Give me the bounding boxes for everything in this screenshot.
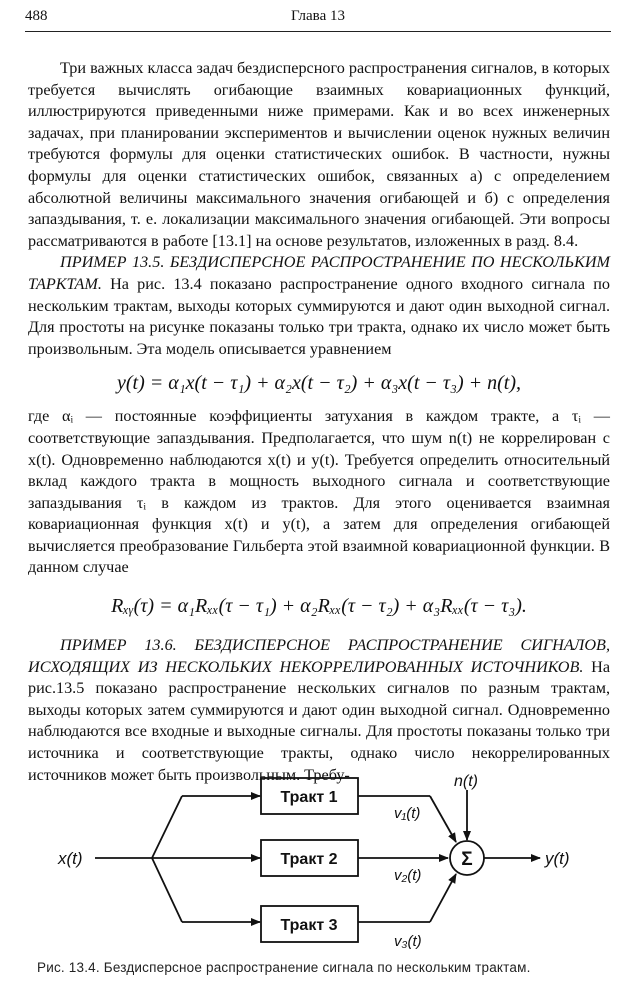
equation-cross-covariance: Rₓᵧ(τ) = α₁Rₓₓ(τ − τ₁) + α₂Rₓₓ(τ − τ₂) + α₃Rₓₓ(τ − τ₃).: [111, 595, 527, 618]
example-13-6-body: На рис.13.5 показано распространение нескольких сигналов по разным трактам, выходы которых затем суммируются и дают один выходной сигнал. Одновременно наблюдаются все входные и выходные сигналы. Для простоты показаны только три источника и соответствующие тракты, однако число некоррелированных источников может быть произвольным. Требу-: [28, 657, 611, 784]
figure-13-4-diagram: [40, 772, 600, 962]
paragraph-intro: Три важных класса задач бездисперсного распространения сигналов, в которых требуется вычислять огибающие взаимных ковариационных функций, иллюстрируются приведенными ниже примерами. Как и во всех инженерных задачах, при планировании экспериментов и вычислении оценок нужных величин требуются формулы для оценки статистических ошибок. В частности, нужны формулы для оценки статистических ошибок, связанных а) с определением абсолютной величины максимального значения огибающей и б) с определения запаздывания, т. е. локализации максимального значения огибающей. Эти вопросы рассматриваются в работе [13.1] на основе результатов, изложенных в разд. 8.4.: [28, 59, 611, 250]
block-2-label: Тракт 2: [280, 851, 338, 868]
input-label: x(t): [58, 849, 83, 868]
split-line-bottom: [152, 858, 182, 922]
block-1-label: Тракт 1: [280, 789, 338, 806]
sum-symbol: Σ: [461, 849, 473, 870]
example-13-5: [28, 252, 610, 360]
path-1-output-label: v₁(t): [394, 805, 421, 822]
path-3-output-label: v₃(t): [394, 933, 422, 950]
path-2-output-label: v₂(t): [394, 867, 422, 884]
noise-label: n(t): [454, 773, 478, 790]
split-line-top: [152, 796, 182, 858]
header-rule: [25, 31, 611, 32]
block-3-arrow-sum: [430, 874, 456, 922]
block-3-label: Тракт 3: [280, 917, 338, 934]
block-1-arrow-sum: [430, 796, 456, 842]
main-text: [28, 58, 610, 786]
equation-output-signal: y(t) = α₁x(t − τ₁) + α₂x(t − τ₂) + α₃x(t − τ₃) + n(t),: [116, 372, 522, 395]
paragraph-explanation: где αᵢ — постоянные коэффициенты затухания в каждом тракте, а τᵢ — соответствующие запаздывания. Предполагается, что шум n(t) не коррелирован с x(t). Одновременно наблюдаются x(t) и y(t). Требуется определить относительный вклад каждого тракта в мощность выходного сигнала и соответствующие запаздывания τᵢ в каждом из трактов. Для этого оценивается взаимная ковариационная функция x(t) и y(t), а затем для определения огибающей вычисляется преобразование Гильберта этой взаимной ковариационной функции. В данном случае: [28, 407, 610, 577]
page-number: 488: [25, 8, 48, 24]
chapter-title: Глава 13: [291, 8, 345, 24]
running-header: [25, 6, 611, 30]
example-13-5-body: На рис. 13.4 показано распространение одного входного сигнала по нескольким трактам, выходы которых суммируются и дают один выходной сигнал. Для простоты на рисунке показаны только три тракта, однако их число может быть произвольным. Эта модель описывается уравнением: [28, 274, 610, 358]
example-13-5-title: ПРИМЕР 13.5. БЕЗДИСПЕРСНОЕ РАСПРОСТРАНЕНИЕ ПО НЕСКОЛЬКИМ ТАРКТАМ.: [28, 253, 610, 293]
example-13-6-title: ПРИМЕР 13.6. БЕЗДИСПЕРСНОЕ РАСПРОСТРАНЕНИЕ СИГНАЛОВ, ИСХОДЯЩИХ ИЗ НЕСКОЛЬКИХ НЕКОРРЕЛИРОВАННЫХ ИСТОЧНИКОВ.: [28, 636, 610, 676]
figure-caption: Рис. 13.4. Бездисперсное распространение сигнала по нескольким трактам.: [37, 960, 531, 975]
output-label: y(t): [545, 849, 570, 868]
example-13-6: [28, 635, 610, 786]
